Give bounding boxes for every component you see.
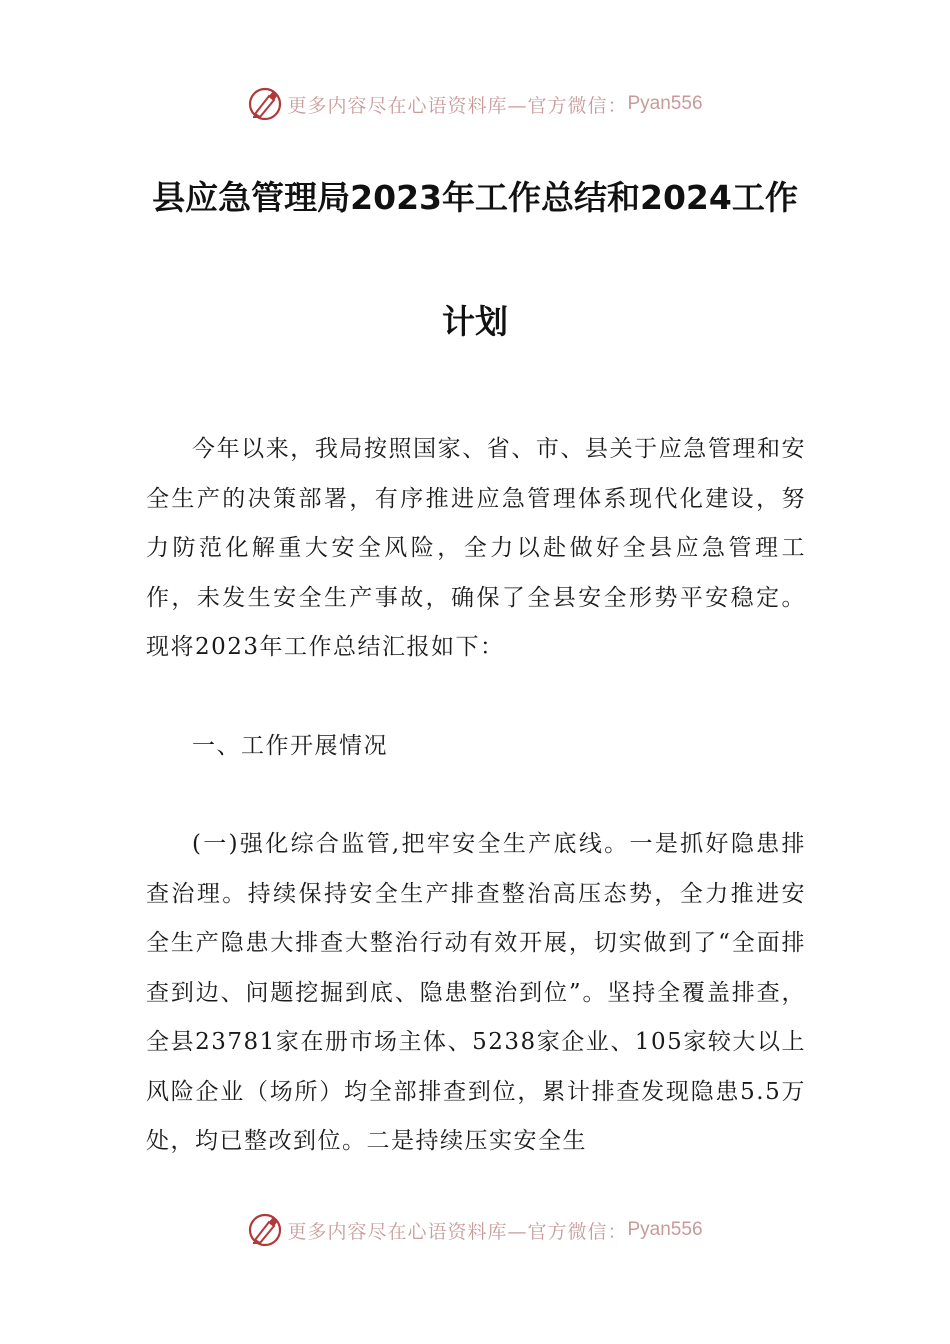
section-heading: 一、工作开展情况 [192, 733, 388, 759]
header-watermark-banner [0, 82, 950, 126]
document-title-line-2: 计划 [442, 302, 508, 341]
footer-watermark-banner [0, 1208, 950, 1252]
pen-nib-logo-icon [247, 1212, 283, 1248]
body-paragraph: (一)强化综合监管,把牢安全生产底线。一是抓好隐患排查治理。持续保持安全生产排查整治高压态势，全力推进安全生产隐患大排查大整治行动有效开展，切实做到了“全面排查到边、问题挖掘到底、隐患整治到位”。坚持全覆盖排查，全县23781家在册市场主体、5238家企业、105家较大以上风险企业（场所）均全部排查到位，累计排查发现隐患5.5万处，均已整改到位。二是持续压实安全生 [146, 831, 806, 1154]
banner-wechat-id: Pyan556 [627, 1219, 703, 1240]
banner-wechat-id: Pyan556 [627, 93, 703, 114]
intro-paragraph: 今年以来，我局按照国家、省、市、县关于应急管理和安全生产的决策部署，有序推进应急管理体系现代化建设，努力防范化解重大安全风险，全力以赴做好全县应急管理工作，未发生安全生产事故，确保了全县安全形势平安稳定。现将2023年工作总结汇报如下： [146, 436, 806, 660]
banner-text: 更多内容尽在心语资料库—官方微信： [287, 1220, 628, 1243]
document-title-line-1: 县应急管理局2023年工作总结和2024工作 [152, 178, 798, 217]
banner-text: 更多内容尽在心语资料库—官方微信： [287, 94, 628, 117]
pen-nib-logo-icon [247, 86, 283, 122]
